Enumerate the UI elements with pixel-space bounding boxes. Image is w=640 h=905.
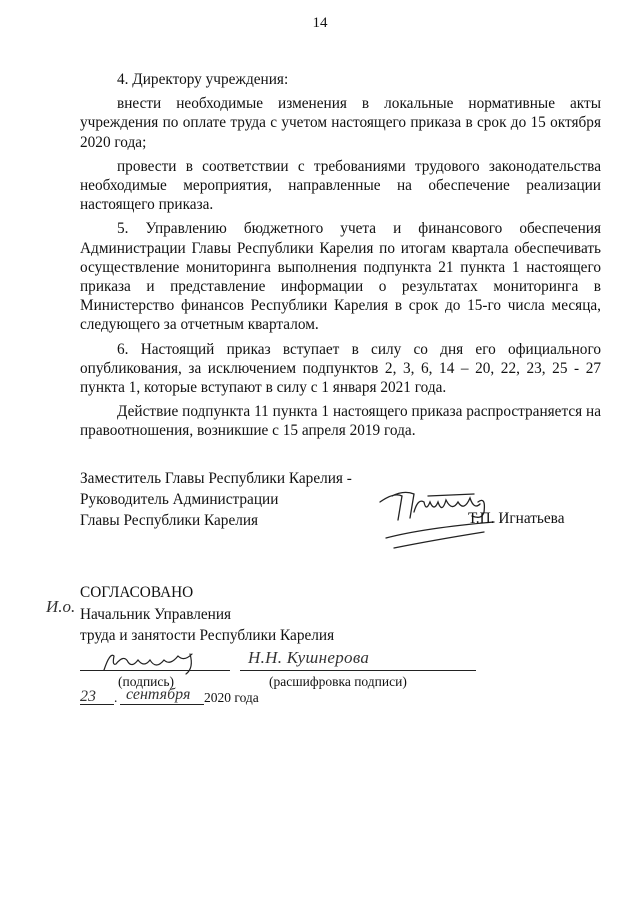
date-month: сентября: [126, 686, 191, 703]
agreed-position-line-1: Начальник Управления: [80, 605, 232, 623]
paragraph-4-item-1: внести необходимые изменения в локальные нормативные акты учреждения по оплате труда с учетом настоящего приказа в срок до 15 октября 2020 года;: [80, 95, 601, 151]
decoding-underline: [240, 670, 476, 671]
date-year: 2020 года: [204, 690, 259, 705]
signatory-name: Т.П. Игнатьева: [468, 510, 565, 527]
signatory-block: [80, 468, 352, 531]
paragraph-6: 6. Настоящий приказ вступает в силу со дня его официального опубликования, за исключением подпунктов 2, 3, 6, 14 – 20, 22, 23, 25 - 27 пункта 1, которые вступают в силу с 1 января 2021 года.: [80, 340, 601, 397]
signatory-position-line-3: Главы Республики Карелия: [80, 512, 259, 529]
signature-underline: [80, 670, 230, 671]
agreed-title: СОГЛАСОВАНО: [80, 584, 194, 601]
caption-signature: (подпись): [118, 674, 175, 689]
date-separator: .: [114, 690, 118, 705]
agreed-position-line-2: труда и занятости Республики Карелия: [80, 627, 335, 644]
date-month-underline: [120, 704, 204, 705]
caption-decoding: (расшифровка подписи): [269, 674, 407, 689]
acting-mark: И.о.: [46, 597, 76, 616]
paragraph-4-item-2: провести в соответствии с требованиями трудового законодательства необходимые мероприятия, направленные на обеспечение реализации настоящего приказа.: [80, 157, 601, 214]
document-body: [80, 70, 601, 446]
paragraph-4: 4. Директору учреждения:: [117, 71, 289, 88]
date-day-underline: [80, 704, 114, 705]
handwritten-name: Н.Н. Кушнерова: [248, 648, 370, 667]
agreed-block: [80, 582, 334, 647]
date-day: 23: [80, 688, 96, 705]
signatory-position-line-2: Руководитель Администрации: [80, 491, 279, 508]
signatory-position-line-1: Заместитель Главы Республики Карелия -: [80, 470, 352, 487]
page-number: 14: [312, 15, 328, 31]
paragraph-6-note: Действие подпункта 11 пункта 1 настоящего приказа распространяется на правоотношения, возникшие с 15 апреля 2019 года.: [80, 403, 601, 440]
agreed-date: [80, 688, 380, 708]
paragraph-5: 5. Управлению бюджетного учета и финансового обеспечения Администрации Главы Республики Карелия по итогам квартала обеспечивать осуществление мониторинга выполнения подпункта 21 пункта 1 настоящего приказа и представление информации о результатах мониторинга в Министерство финансов Республики Карелия в срок до 15-го числа месяца, следующего за отчетным кварталом.: [80, 220, 601, 334]
